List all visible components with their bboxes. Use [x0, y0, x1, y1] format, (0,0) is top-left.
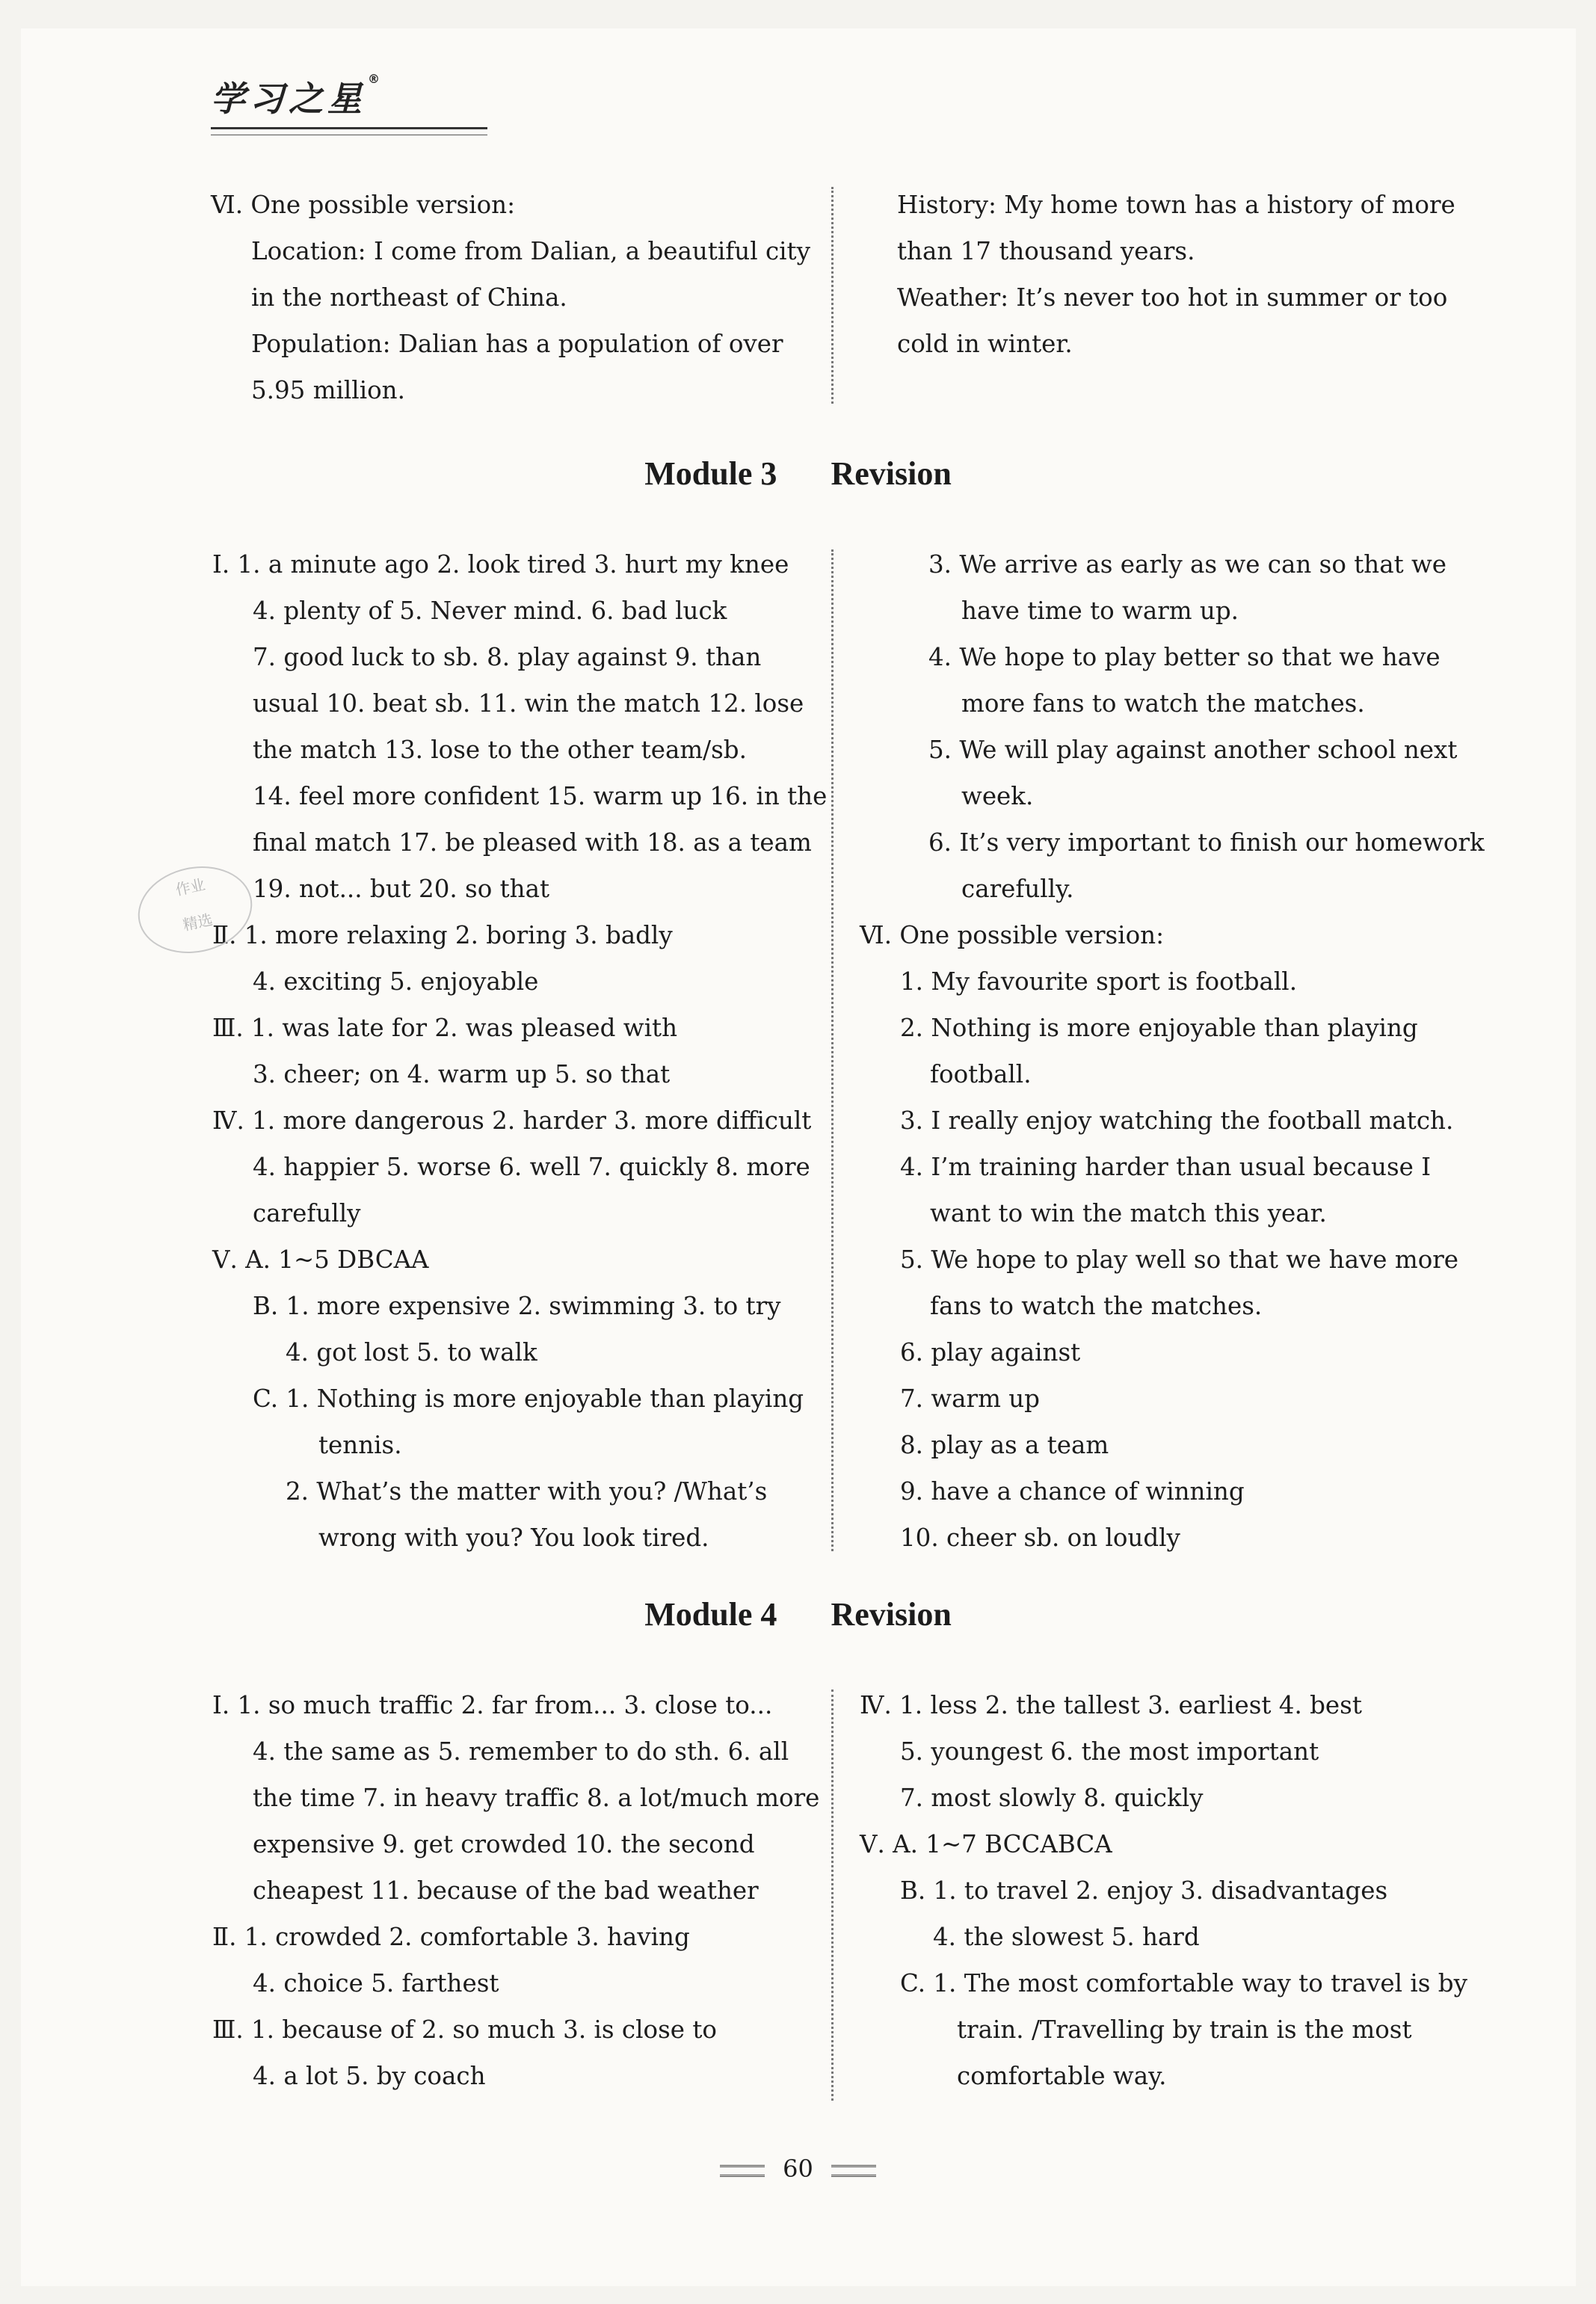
watermark-stamp: 作业 精选 [130, 856, 260, 964]
text-line: Weather: It’s never too hot in summer or too [897, 283, 1448, 312]
text-line: 7. good luck to sb. 8. play against 9. than [253, 643, 762, 671]
column-divider [831, 549, 834, 1551]
text-line: 4. a lot 5. by coach [253, 2062, 486, 2090]
text-line: 5. youngest 6. the most important [900, 1737, 1319, 1766]
text-line: 7. warm up [900, 1384, 1040, 1413]
text-line: Ⅱ. 1. crowded 2. comfortable 3. having [212, 1923, 690, 1951]
text-line: 10. cheer sb. on loudly [900, 1524, 1180, 1552]
text-line: 4. choice 5. farthest [253, 1969, 499, 1997]
text-line: week. [961, 782, 1034, 810]
text-line: B. 1. to travel 2. enjoy 3. disadvantages [900, 1876, 1388, 1905]
text-line: Ⅳ. 1. less 2. the tallest 3. earliest 4. best [860, 1691, 1362, 1719]
module3-left-column [212, 541, 828, 1561]
text-line: 2. Nothing is more enjoyable than playing [900, 1014, 1418, 1042]
module4-right-column [860, 1682, 1480, 2099]
text-line: carefully [253, 1199, 361, 1228]
module4-heading: Module 4 Revision [644, 1596, 952, 1633]
text-line: Ⅰ. 1. so much traffic 2. far from... 3. close to... [212, 1691, 773, 1719]
page-footer [0, 2154, 1596, 2183]
text-line: Ⅲ. 1. was late for 2. was pleased with [212, 1014, 678, 1042]
footer-ornament [831, 2165, 876, 2177]
text-line: Ⅴ. A. 1~7 BCCABCA [860, 1830, 1112, 1858]
text-line: fans to watch the matches. [930, 1292, 1263, 1320]
module3-heading: Module 3 Revision [644, 455, 952, 492]
text-line: comfortable way. [957, 2062, 1167, 2090]
logo: 学习之星 ® [211, 72, 384, 119]
column-divider [831, 1690, 834, 2101]
text-line: Ⅳ. 1. more dangerous 2. harder 3. more difficult [212, 1106, 812, 1135]
text-line: Location: I come from Dalian, a beautiful city [251, 237, 810, 265]
logo-rule [211, 127, 487, 129]
text-line: 3. cheer; on 4. warm up 5. so that [253, 1060, 671, 1088]
text-line: 3. I really enjoy watching the football match. [900, 1106, 1454, 1135]
text-line: 6. It’s very important to finish our homework [928, 828, 1485, 857]
text-line: 4. plenty of 5. Never mind. 6. bad luck [253, 597, 727, 625]
text-line: 19. not... but 20. so that [253, 875, 550, 903]
text-line: Ⅰ. 1. a minute ago 2. look tired 3. hurt my knee [212, 550, 789, 579]
module3-right-column [860, 541, 1485, 1561]
text-line: 7. most slowly 8. quickly [900, 1784, 1204, 1812]
text-line: in the northeast of China. [251, 283, 567, 312]
text-line: Ⅱ. 1. more relaxing 2. boring 3. badly [212, 921, 673, 949]
text-line: 2. What’s the matter with you? /What’s [286, 1477, 768, 1506]
footer-ornament [720, 2165, 765, 2177]
text-line: Population: Dalian has a population of over [251, 330, 783, 358]
text-line: wrong with you? You look tired. [318, 1524, 709, 1552]
text-line: football. [930, 1060, 1032, 1088]
module2-left-column [211, 182, 809, 413]
text-line: cheapest 11. because of the bad weather [253, 1876, 759, 1905]
module4-left-column [212, 1682, 818, 2099]
text-line: 6. play against [900, 1338, 1081, 1367]
text-line: 1. My favourite sport is football. [900, 967, 1298, 996]
text-line: carefully. [961, 875, 1074, 903]
text-line: 8. play as a team [900, 1431, 1109, 1459]
text-line: 14. feel more confident 15. warm up 16. in the [253, 782, 828, 810]
text-line: usual 10. beat sb. 11. win the match 12. lose [253, 689, 804, 718]
text-line: the time 7. in heavy traffic 8. a lot/much more [253, 1784, 820, 1812]
text-line: than 17 thousand years. [897, 237, 1195, 265]
text-line: want to win the match this year. [930, 1199, 1327, 1228]
text-line: the match 13. lose to the other team/sb. [253, 736, 747, 764]
text-line: 5. We will play against another school next [928, 736, 1458, 764]
text-line: train. /Travelling by train is the most [957, 2015, 1412, 2044]
text-line: cold in winter. [897, 330, 1073, 358]
text-line: 4. happier 5. worse 6. well 7. quickly 8. more [253, 1153, 810, 1181]
text-line: 4. I’m training harder than usual because I [900, 1153, 1432, 1181]
text-line: 4. got lost 5. to walk [286, 1338, 537, 1367]
text-line: 4. We hope to play better so that we have [928, 643, 1441, 671]
text-line: more fans to watch the matches. [961, 689, 1365, 718]
text-line: 5. We hope to play well so that we have more [900, 1245, 1459, 1274]
text-line: 4. the same as 5. remember to do sth. 6. all [253, 1737, 789, 1766]
text-line: Ⅵ. One possible version: [211, 191, 516, 219]
text-line: expensive 9. get crowded 10. the second [253, 1830, 755, 1858]
text-line: 4. exciting 5. enjoyable [253, 967, 539, 996]
text-line: B. 1. more expensive 2. swimming 3. to try [253, 1292, 781, 1320]
module2-right-column [897, 182, 1480, 367]
text-line: 3. We arrive as early as we can so that we [928, 550, 1447, 579]
text-line: 5.95 million. [251, 376, 405, 404]
column-divider [831, 187, 834, 404]
text-line: C. 1. Nothing is more enjoyable than playing [253, 1384, 804, 1413]
text-line: 4. the slowest 5. hard [933, 1923, 1200, 1951]
page-number: 60 [783, 2154, 813, 2183]
text-line: Ⅵ. One possible version: [860, 921, 1165, 949]
text-line: C. 1. The most comfortable way to travel is by [900, 1969, 1467, 1997]
text-line: History: My home town has a history of more [897, 191, 1455, 219]
text-line: Ⅴ. A. 1~5 DBCAA [212, 1245, 429, 1274]
text-line: Ⅲ. 1. because of 2. so much 3. is close to [212, 2015, 717, 2044]
text-line: tennis. [318, 1431, 402, 1459]
text-line: have time to warm up. [961, 597, 1239, 625]
text-line: final match 17. be pleased with 18. as a team [253, 828, 812, 857]
text-line: 9. have a chance of winning [900, 1477, 1245, 1506]
